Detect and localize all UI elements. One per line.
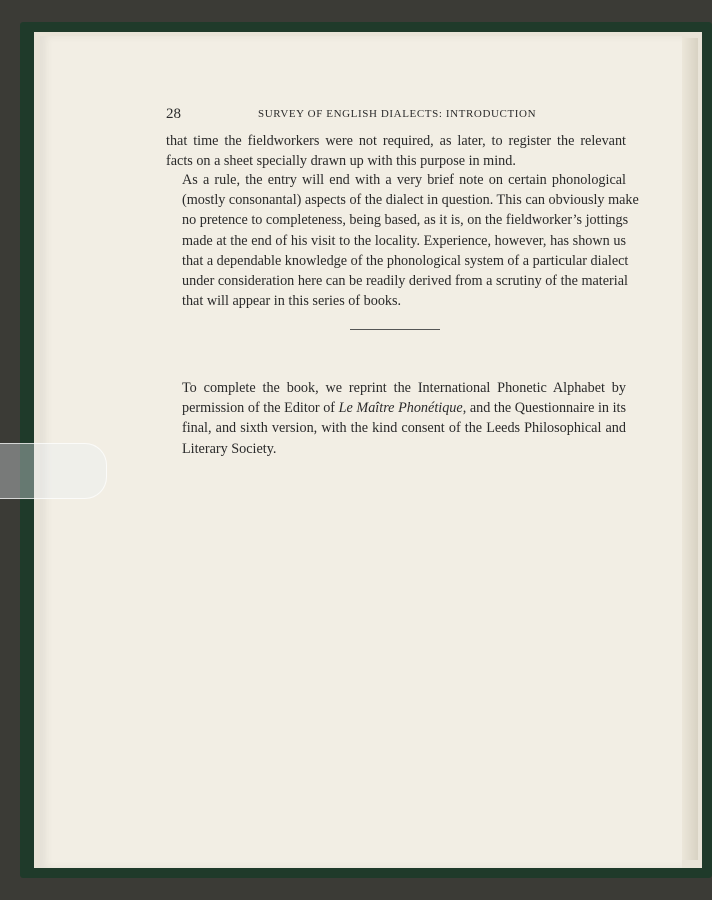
text-line: that will appear in this series of books.	[182, 293, 402, 310]
text-line: that a dependable knowledge of the phonological system of a particular dialect	[182, 252, 629, 269]
text-line	[166, 398, 626, 418]
section-divider	[350, 329, 440, 330]
running-head: SURVEY OF ENGLISH DIALECTS: INTRODUCTION	[258, 108, 537, 120]
text-segment: permission of the Editor of	[182, 400, 339, 417]
journal-title: Le Maître Phonétique	[338, 400, 463, 417]
page-number: 28	[166, 106, 181, 122]
page-edge	[682, 38, 698, 860]
text-line: under consideration here can be readily derived from a scrutiny of the material	[182, 273, 628, 290]
page-clip	[0, 443, 107, 499]
text-line: final, and sixth version, with the kind consent of the Leeds Philosophical and	[182, 420, 626, 437]
text-line: made at the end of his visit to the locality. Experience, however, has shown us	[182, 232, 626, 249]
text-line: no pretence to completeness, being based, as it is, on the fieldworker’s jottings	[182, 212, 629, 229]
text-line: facts on a sheet specially drawn up with this purpose in mind.	[166, 153, 516, 170]
text-line: As a rule, the entry will end with a very brief note on certain phonological	[182, 172, 626, 188]
paragraph-2	[166, 170, 639, 311]
paragraph-1	[166, 131, 626, 171]
text-segment: , and the Questionnaire in its	[462, 400, 626, 417]
text-line: Literary Society.	[182, 440, 277, 457]
text-line: To complete the book, we reprint the International Phonetic Alphabet by	[182, 380, 626, 396]
text-line: (mostly consonantal) aspects of the dialect in question. This can obviously make	[182, 192, 639, 209]
text-line: that time the fieldworkers were not required, as later, to register the relevant	[166, 133, 626, 149]
paragraph-3	[166, 378, 626, 459]
page-header	[166, 106, 626, 126]
